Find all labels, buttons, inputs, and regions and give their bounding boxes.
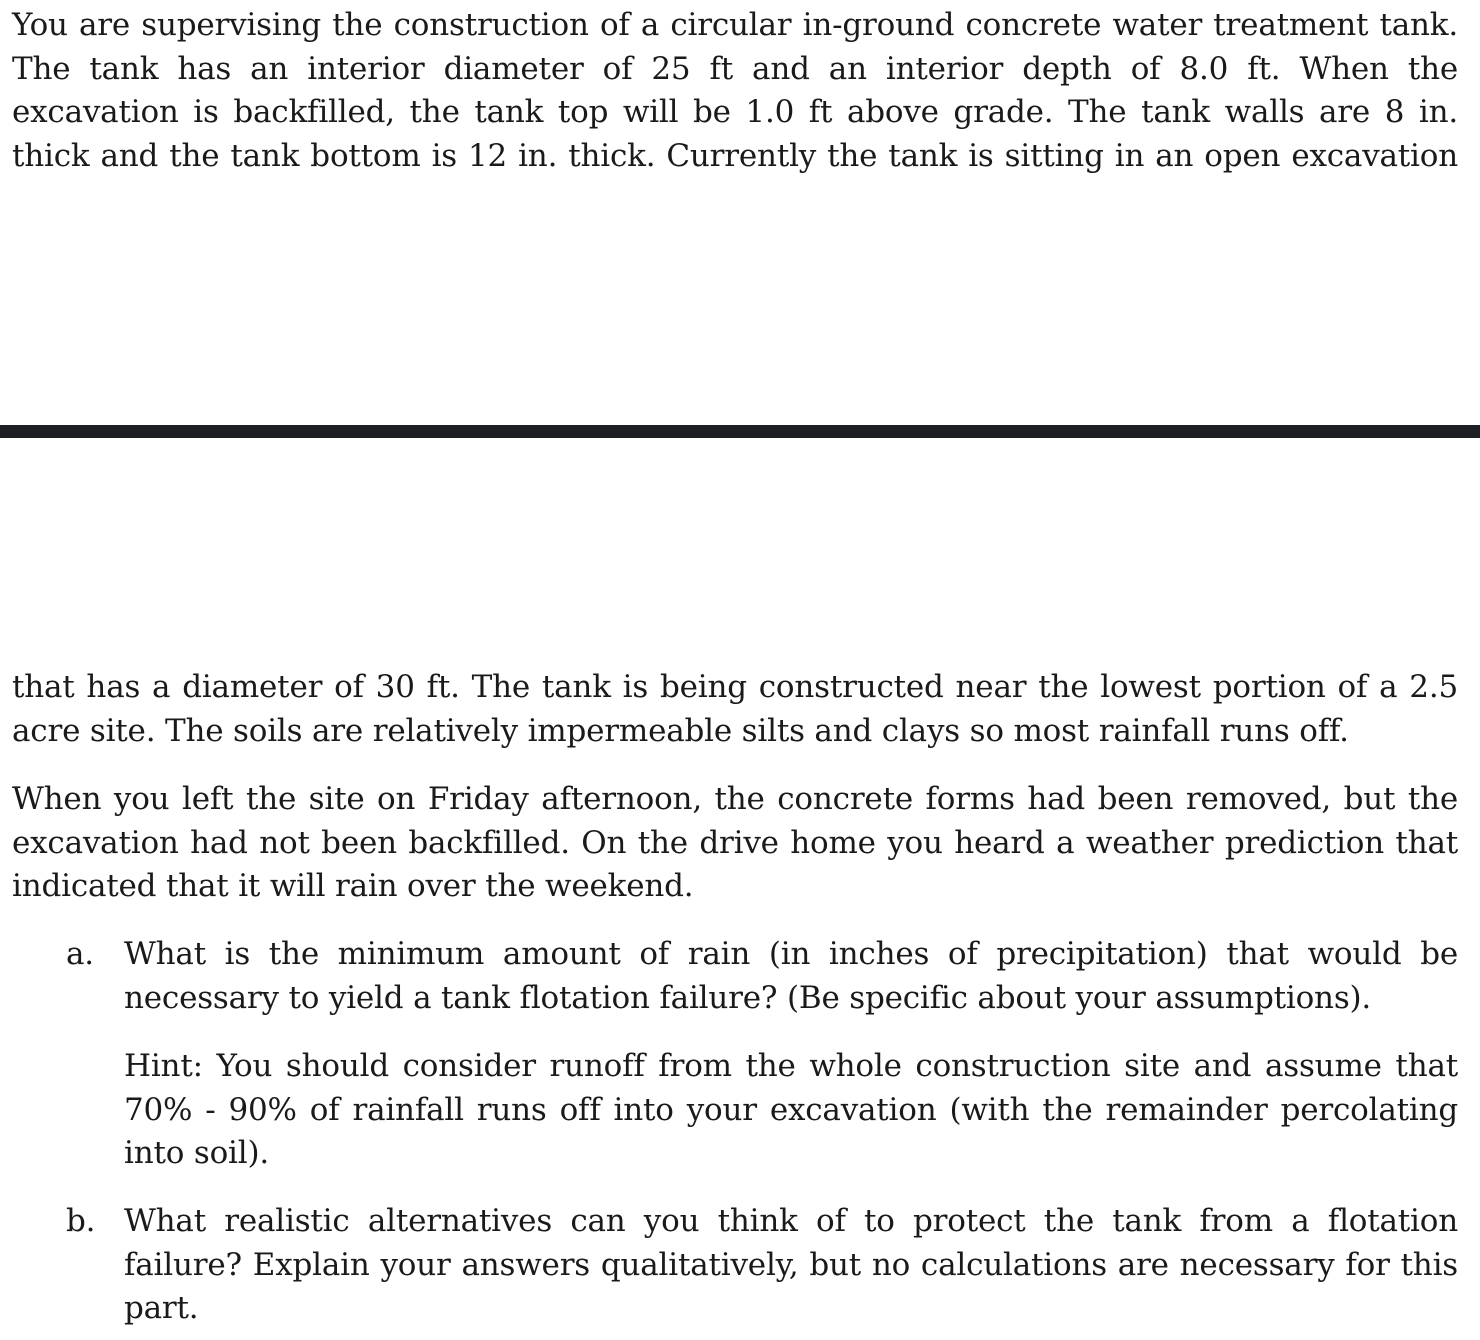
question-b (66, 1200, 1458, 1331)
question-b-text: What realistic alternatives can you think of to protect the tank from a flotation failure? Explain your answers qualitatively, but no calculations are necessary for this part. (124, 1203, 1458, 1326)
weekend-paragraph: When you left the site on Friday afternoon, the concrete forms had been removed, but the excavation had not been backfilled. On the drive home you heard a weather prediction that indicated that it will rain over the weekend. (12, 781, 1458, 904)
question-a-marker: a. (66, 936, 94, 972)
problem-continuation-paragraph: that has a diameter of 30 ft. The tank is being constructed near the lowest portion of a 2.5 acre site. The soils are relatively impermeable silts and clays so most rainfall runs off. (12, 669, 1458, 749)
question-a-text: What is the minimum amount of rain (in inches of precipitation) that would be necessary to yield a tank flotation failure? (Be specific about your assumptions). (124, 936, 1458, 1016)
page-divider (0, 425, 1480, 438)
question-b-marker: b. (66, 1203, 96, 1239)
problem-intro-paragraph: You are supervising the construction of a circular in-ground concrete water treatment tank. The tank has an interior diameter of 25 ft and an interior depth of 8.0 ft. When the excavation is backfilled, the tank top will be 1.0 ft above grade. The tank walls are 8 in. thick and the tank bottom is 12 in. thick. Currently the tank is sitting in an open excavation (12, 7, 1458, 174)
question-a (66, 933, 1458, 1020)
question-a-hint: Hint: You should consider runoff from the whole construction site and assume that 70% - 90% of rainfall runs off into your excavation (with the remainder percolating into soil). (124, 1048, 1458, 1171)
